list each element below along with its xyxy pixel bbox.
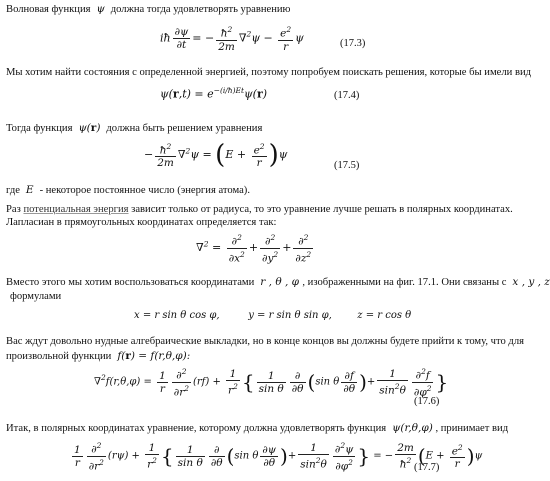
paragraph-5b [6,216,506,229]
text-span: зависит только от радиуса, то это уравнение лучше решать в полярных координатах. [131,204,513,215]
paragraph-2 [6,66,532,79]
text-span: должна быть решением уравнения [106,123,263,134]
paragraph-8 [6,422,509,435]
equation-number: (17.4) [334,90,360,101]
psi-symbol: ψ [93,3,109,15]
psi-r-symbol: ψ(r) [75,122,104,134]
text-span: формулами [10,291,62,302]
equation-number: (17.5) [334,160,360,171]
equation-17-4: $\psi(r,t) = e^{-(i/ħ)Et}\psi(r)$ [160,86,268,101]
potential-energy-link[interactable]: потенциальная энергия [23,204,129,215]
text-span: , принимает вид [435,423,509,434]
energy-symbol: E [22,184,37,196]
text-span: Вас ждут довольно нудные алгебраические выкладки, но в конце концов вы должны будете прийти к тому, что для [6,336,524,347]
function-symbol: f(r) = f(r,θ,φ): [113,350,191,362]
psi-coords-symbol: ψ(r,θ,φ) [388,422,433,434]
text-span: Мы хотим найти состояния с определенной энергией, поэтому попробуем поискать решения, которые бы имели вид [6,67,532,78]
coord-symbols: r , θ , φ [256,276,303,288]
text-span: Волновая функция [6,4,91,15]
equation-number: (17.3) [340,38,366,49]
paragraph-1 [6,3,506,16]
paragraph-7 [6,335,524,348]
equation-17-7: $\frac{1}{r}$ $\frac{\partial^2}{\partial r^2}$ (rψ) + $\frac{1}{r^2}$ { $\frac{1}{\text{sin θ}}$ $\frac{\partial}{\partial\theta}$ (sin θ $\frac{\partial\psi}{\partial\theta}$ )+ $\frac{1}{\sin^2\theta}$ $\frac{\partial^2\psi}{\partial\varphi^2}$ } = − $\frac{2m}{ħ^2}$ (E + $\frac{e^2}{r}$ )ψ [74,441,483,472]
equation-17-3: iħ $\frac{\partial\psi}{\partial t}$ = − $\frac{ħ^2}{2m}$ ∇$^2$ψ − $\frac{e^2}{r}$ ψ [160,25,304,53]
text-span: - некоторое постоянное число (энергия атома). [39,185,250,196]
paragraph-3 [6,122,506,135]
text-span: должна тогда удовлетворять уравнению [110,4,291,15]
text-span: Тогда функция [6,123,73,134]
text-span: , изображенными на фиг. 17.1. Они связаны с [302,277,507,288]
paragraph-6 [6,276,550,289]
equation-coords: x = r sin θ cos φ, y = r sin θ sin φ, z = r cos θ [134,310,412,321]
text-span: Лапласиан в прямоугольных координатах определяется так: [6,217,277,228]
xyz-symbols: x , y , z [509,276,550,288]
text-span: Вместо этого мы хотим воспользоваться координатами [6,277,255,288]
paragraph-4 [6,184,506,197]
paragraph-6b [10,290,510,303]
equation-number: (17.7) [414,462,440,473]
text-span: произвольной функции [6,351,112,362]
equation-number: (17.6) [414,396,440,407]
text-span: Раз [6,204,21,215]
paragraph-5 [6,203,513,216]
equation-17-5: − $\frac{ħ^2}{2m}$ ∇$^2$ψ = (E + $\frac{e^2}{r}$ )ψ [144,140,288,170]
text-span: где [6,185,20,196]
equation-laplacian: ∇$^2$ = $\frac{\partial^2}{\partial x^2}$ + $\frac{\partial^2}{\partial y^2}$ + $\frac{\partial^2}{\partial z^2}$ [196,233,312,264]
text-span: Итак, в полярных координатах уравнение, которому должна удовлетворять функция [6,423,387,434]
equation-17-6: ∇$^2$f(r,θ,φ) = $\frac{1}{r}$ $\frac{\partial^2}{\partial r^2}$ (rf) + $\frac{1}{r^2}$ { $\frac{1}{\text{sin θ}}$ $\frac{\partial}{\partial\theta}$ (sin θ $\frac{\partial f}{\partial\theta}$ )+ $\frac{1}{\sin^2\theta}$ $\frac{\partial^2f}{\partial\varphi^2}$ } [94,367,449,398]
paragraph-7b [6,350,506,363]
